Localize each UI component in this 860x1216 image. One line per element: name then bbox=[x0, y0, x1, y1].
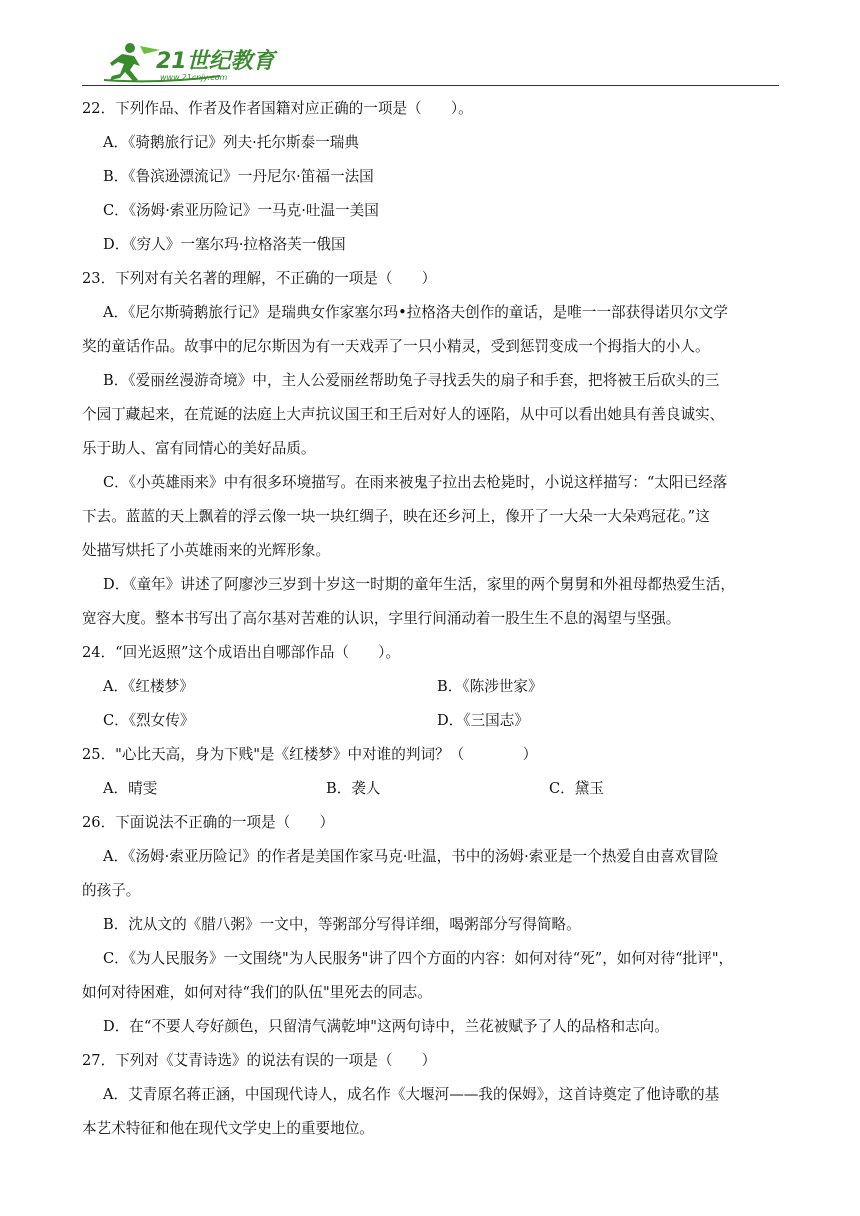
question-25-option-a: A．晴雯 bbox=[103, 780, 158, 797]
question-24-options-row1 bbox=[82, 670, 779, 704]
question-26-option-c-line1: C．《为人民服务》一文围绕"为人民服务"讲了四个方面的内容：如何对待“死”，如何对待“批评"， bbox=[103, 950, 734, 967]
question-24-options-row2 bbox=[82, 704, 779, 738]
question-24-option-a: A．《红楼梦》 bbox=[103, 678, 194, 695]
question-22-option-c: C．《汤姆·索亚历险记》一马克·吐温一美国 bbox=[103, 202, 379, 219]
question-24-option-b: B．《陈涉世家》 bbox=[437, 678, 543, 695]
page-header bbox=[82, 38, 779, 86]
question-23-option-d-line1: D．《童年》讲述了阿廖沙三岁到十岁这一时期的童年生活，家里的两个舅舅和外祖母都热爱生活， bbox=[103, 576, 735, 593]
question-25-options-row bbox=[82, 772, 779, 806]
question-23-option-b-line1: B．《爱丽丝漫游奇境》中，主人公爱丽丝帮助兔子寻找丢失的扇子和手套，把将被王后砍头的三 bbox=[103, 372, 720, 389]
question-22-option-a: A．《骑鹅旅行记》列夫·托尔斯泰一瑞典 bbox=[103, 134, 359, 151]
question-23-option-c-line1: C．《小英雄雨来》中有很多环境描写。在雨来被鬼子拉出去枪毙时，小说这样描写：“太阳已经落 bbox=[103, 474, 728, 491]
question-26-option-b: B．沈从文的《腊八粥》一文中，等粥部分写得详细，喝粥部分写得简略。 bbox=[103, 916, 581, 933]
question-23-option-d-line2: 宽容大度。整本书写出了高尔基对苦难的认识，字里行间涌动着一股生生不息的渴望与坚强。 bbox=[82, 610, 681, 627]
question-22-stem: 22．下列作品、作者及作者国籍对应正确的一项是（ ）。 bbox=[82, 100, 473, 117]
question-23-option-a-line1: A．《尼尔斯骑鹅旅行记》是瑞典女作家塞尔玛•拉格洛夫创作的童话，是唯一一部获得诺贝尔文学 bbox=[103, 304, 728, 321]
question-23-option-a-line2: 奖的童话作品。故事中的尼尔斯因为有一天戏弄了一只小精灵，受到惩罚变成一个拇指大的小人。 bbox=[82, 338, 710, 355]
question-26-option-c-line2: 如何对待困难，如何对待“我们的队伍"里死去的同志。 bbox=[82, 984, 432, 1001]
question-list bbox=[82, 92, 779, 1146]
question-26-stem: 26．下面说法不正确的一项是（ ） bbox=[82, 814, 335, 831]
question-24-option-d: D．《三国志》 bbox=[437, 712, 529, 729]
question-25-option-c: C．黛玉 bbox=[549, 780, 604, 797]
question-22-option-b: B．《鲁滨逊漂流记》一丹尼尔·笛福一法国 bbox=[103, 168, 374, 185]
question-22-option-d: D．《穷人》一塞尔玛·拉格洛芙一俄国 bbox=[103, 236, 346, 253]
question-24-option-c: C．《烈女传》 bbox=[103, 712, 195, 729]
question-23-option-c-line3: 处描写烘托了小英雄雨来的光辉形象。 bbox=[82, 542, 331, 559]
question-27-stem: 27．下列对《艾青诗选》的说法有误的一项是（ ） bbox=[82, 1052, 437, 1069]
question-23-option-c-line2: 下去。蓝蓝的天上飘着的浮云像一块一块红绸子，映在还乡河上，像开了一大朵一大朵鸡冠花。”这 bbox=[82, 508, 710, 525]
svg-text:21世纪教育: 21世纪教育 bbox=[156, 49, 275, 74]
question-26-option-d: D．在“不要人夸好颜色，只留清气满乾坤"这两句诗中，兰花被赋予了人的品格和志向。 bbox=[103, 1018, 669, 1035]
question-26-option-a-line1: A．《汤姆·索亚历险记》的作者是美国作家马克·吐温，书中的汤姆·索亚是一个热爱自由喜欢冒险 bbox=[103, 848, 719, 865]
21cnjy-logo bbox=[100, 40, 280, 84]
question-23-stem: 23．下列对有关名著的理解，不正确的一项是（ ） bbox=[82, 270, 437, 287]
question-24-stem: 24．“回光返照”这个成语出自哪部作品（ ）。 bbox=[82, 644, 401, 661]
question-23-option-b-line2: 个园丁藏起来，在荒诞的法庭上大声抗议国王和王后对好人的诬陷，从中可以看出她具有善良诚实、 bbox=[82, 406, 725, 423]
question-23-option-b-line3: 乐于助人、富有同情心的美好品质。 bbox=[82, 440, 316, 457]
question-27-option-a-line1: A．艾青原名蒋正涵，中国现代诗人，成名作《大堰河——我的保姆》，这首诗奠定了他诗歌的基 bbox=[103, 1086, 720, 1103]
question-25-stem: 25．"心比天高，身为下贱"是《红楼梦》中对谁的判词？（ ） bbox=[82, 746, 538, 763]
svg-text:www.21cnjy.com: www.21cnjy.com bbox=[160, 73, 228, 82]
header-rule bbox=[82, 85, 779, 86]
question-26-option-a-line2: 的孩子。 bbox=[82, 882, 141, 899]
question-25-option-b: B．袭人 bbox=[326, 780, 381, 797]
question-27-option-a-line2: 本艺术特征和他在现代文学史上的重要地位。 bbox=[82, 1120, 374, 1137]
